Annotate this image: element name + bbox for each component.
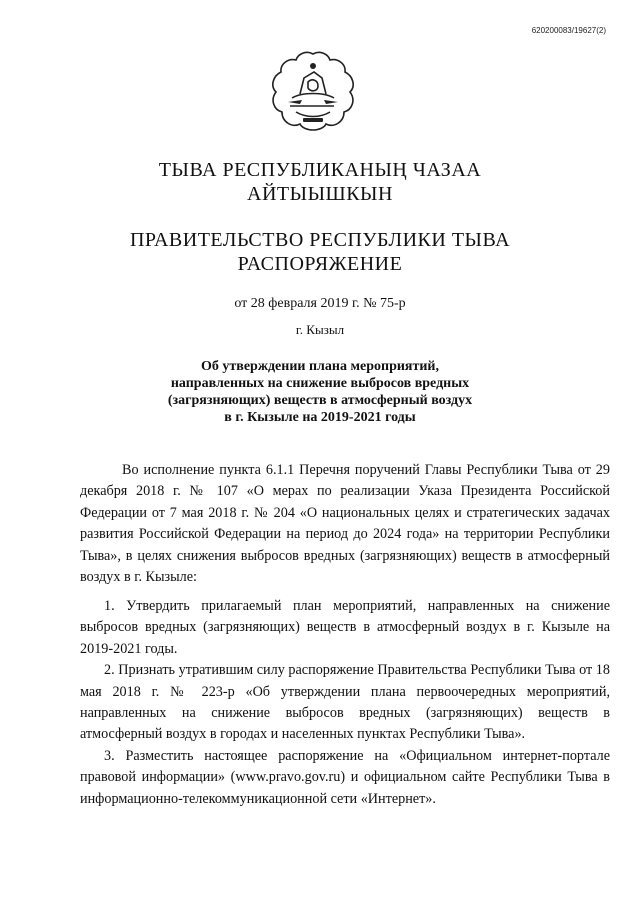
resolution-item: 3. Разместить настоящее распоряжение на «Официальном интернет-портале правовой информации» (www.pravo.gov.ru) и официальном сайте Республики Тыва в информационно-телекоммуникационной сети «Интернет». <box>80 747 610 807</box>
date-and-number: от 28 февраля 2019 г. № 75-р <box>234 296 406 311</box>
tuva-government-heading <box>0 158 640 206</box>
heading-line: ПРАВИТЕЛЬСТВО РЕСПУБЛИКИ ТЫВА <box>129 229 511 251</box>
city-name: г. Кызыл <box>295 322 345 337</box>
subject-line: Об утверждении плана мероприятий, <box>201 359 439 374</box>
resolution-item: 1. Утвердить прилагаемый план мероприятий, направленных на снижение выбросов вредных (загрязняющих) веществ в атмосферный воздух в г. Кызыле на 2019-2021 годы. <box>80 598 610 657</box>
heading-line: ТЫВА РЕСПУБЛИКАНЫҢ ЧАЗАА <box>158 159 482 181</box>
heading-line: АЙТЫЫШКЫН <box>247 183 393 205</box>
government-heading <box>0 228 640 276</box>
subject-line: (загрязняющих) веществ в атмосферный воздух <box>167 393 473 408</box>
document-subject <box>0 358 640 426</box>
document-number: 620200083/19627(2) <box>531 26 606 35</box>
document-type-title: РАСПОРЯЖЕНИЕ <box>237 253 403 275</box>
subject-line: направленных на снижение выбросов вредных <box>170 376 470 391</box>
resolution-item: 2. Признать утратившим силу распоряжение Правительства Республики Тыва от 18 мая 2018 г. № 223-р «Об утверждении плана первоочередных мероприятий, направленных на снижение выбросов вредных (загрязняющих) веществ в атмосферный воздух в городах и населенных пунктах Республики Тыва». <box>80 662 610 743</box>
resolution-items <box>80 596 610 810</box>
tuva-coat-of-arms-icon <box>270 48 356 136</box>
preamble-paragraph: Во исполнение пункта 6.1.1 Перечня поручений Главы Республики Тыва от 29 декабря 2018 г. № 107 «О мерах по реализации Указа Президента Российской Федерации от 7 мая 2018 г. № 204 «О национальных целях и стратегических задачах развития Российской Федерации на период до 2024 года» на территории Республики Тыва», в целях снижения выбросов вредных (загрязняющих) веществ в атмосферный воздух в г. Кызыле: <box>80 462 610 586</box>
subject-line: в г. Кызыле на 2019-2021 годы <box>224 410 416 425</box>
